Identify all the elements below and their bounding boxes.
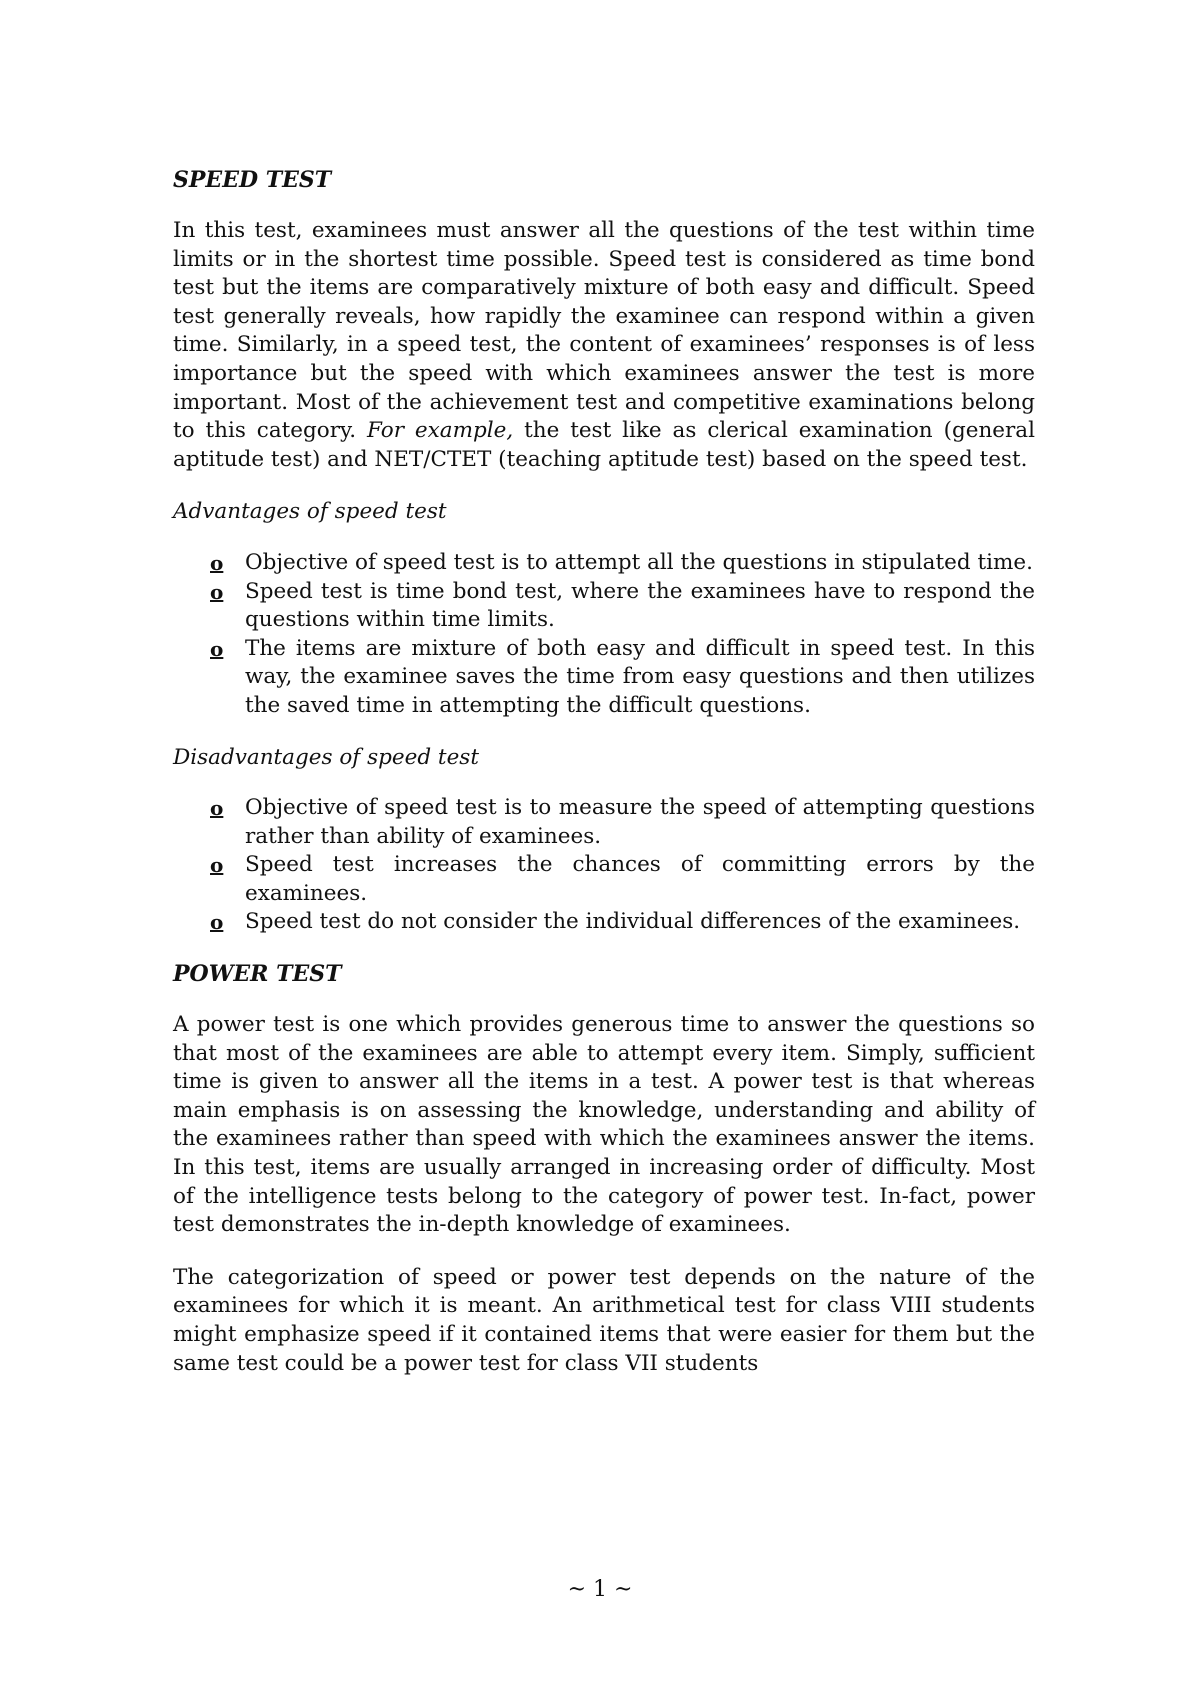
page-number: ~ 1 ~: [567, 1577, 633, 1602]
speed-test-paragraph-main: In this test, examinees must answer all the questions of the test within time limits or in the shortest time possible. Speed test is considered as time bond test but the items are comparatively mixture of both easy and difficult. Speed test generally reveals, how rapidly the examinee can respond within a given time. Similarly, in a speed test, the content of examinees’ responses is of less importance but the speed with which examinees answer the test is more important. Most of the achievement test and competitive examinations belong to this category.: [173, 218, 1035, 444]
for-example-label: For example,: [367, 418, 514, 444]
bullet-marker: o: [210, 636, 224, 661]
advantages-list: [173, 549, 1035, 721]
bullet-marker: o: [210, 579, 224, 604]
advantage-item: [173, 635, 1035, 721]
disadvantages-list: [173, 794, 1035, 937]
bullet-marker: o: [210, 550, 224, 575]
bullet-marker: o: [210, 796, 224, 821]
advantage-text: Speed test is time bond test, where the examinees have to respond the questions within time limits.: [245, 578, 1035, 633]
advantage-text: The items are mixture of both easy and difficult in speed test. In this way, the examinee saves the time from easy questions and then utilizes the saved time in attempting the difficult questions.: [245, 635, 1035, 718]
disadvantage-item: [173, 908, 1035, 937]
disadvantage-text: Speed test do not consider the individual differences of the examinees.: [245, 909, 1021, 935]
document-page: [173, 166, 1035, 1402]
power-test-heading: POWER TEST: [173, 961, 342, 988]
disadvantages-heading: Disadvantages of speed test: [173, 744, 479, 770]
advantage-item: [173, 549, 1035, 578]
advantage-text: Objective of speed test is to attempt all the questions in stipulated time.: [245, 549, 1033, 575]
speed-test-paragraph-tail: the test like as clerical examination (general aptitude test) and NET/CTET (teaching aptitude test) based on the speed test.: [173, 418, 1035, 472]
speed-test-paragraph: [173, 217, 1035, 474]
advantages-heading: Advantages of speed test: [173, 499, 447, 525]
power-test-paragraph-1: A power test is one which provides generous time to answer the questions so that most of the examinees are able to attempt every item. Simply, sufficient time is given to answer all the items in a test. A power test is that whereas main emphasis is on assessing the knowledge, understanding and ability of the examinees rather than speed with which the examinees answer the items. In this test, items are usually arranged in increasing order of difficulty. Most of the intelligence tests belong to the category of power test. In-fact, power test demonstrates the in-depth knowledge of examinees.: [173, 1012, 1035, 1238]
disadvantage-item: [173, 794, 1035, 851]
disadvantage-item: [173, 851, 1035, 908]
disadvantage-text: Speed test increases the chances of committing errors by the examinees.: [245, 852, 1035, 906]
disadvantage-text: Objective of speed test is to measure the speed of attempting questions rather than ability of examinees.: [245, 795, 1035, 849]
bullet-marker: o: [210, 910, 224, 935]
bullet-marker: o: [210, 853, 224, 878]
advantage-item: [173, 578, 1035, 635]
speed-test-heading: SPEED TEST: [173, 167, 332, 193]
power-test-paragraph-2: The categorization of speed or power test depends on the nature of the examinees for which it is meant. An arithmetical test for class VIII students might emphasize speed if it contained items that were easier for them but the same test could be a power test for class VII students: [173, 1264, 1035, 1376]
